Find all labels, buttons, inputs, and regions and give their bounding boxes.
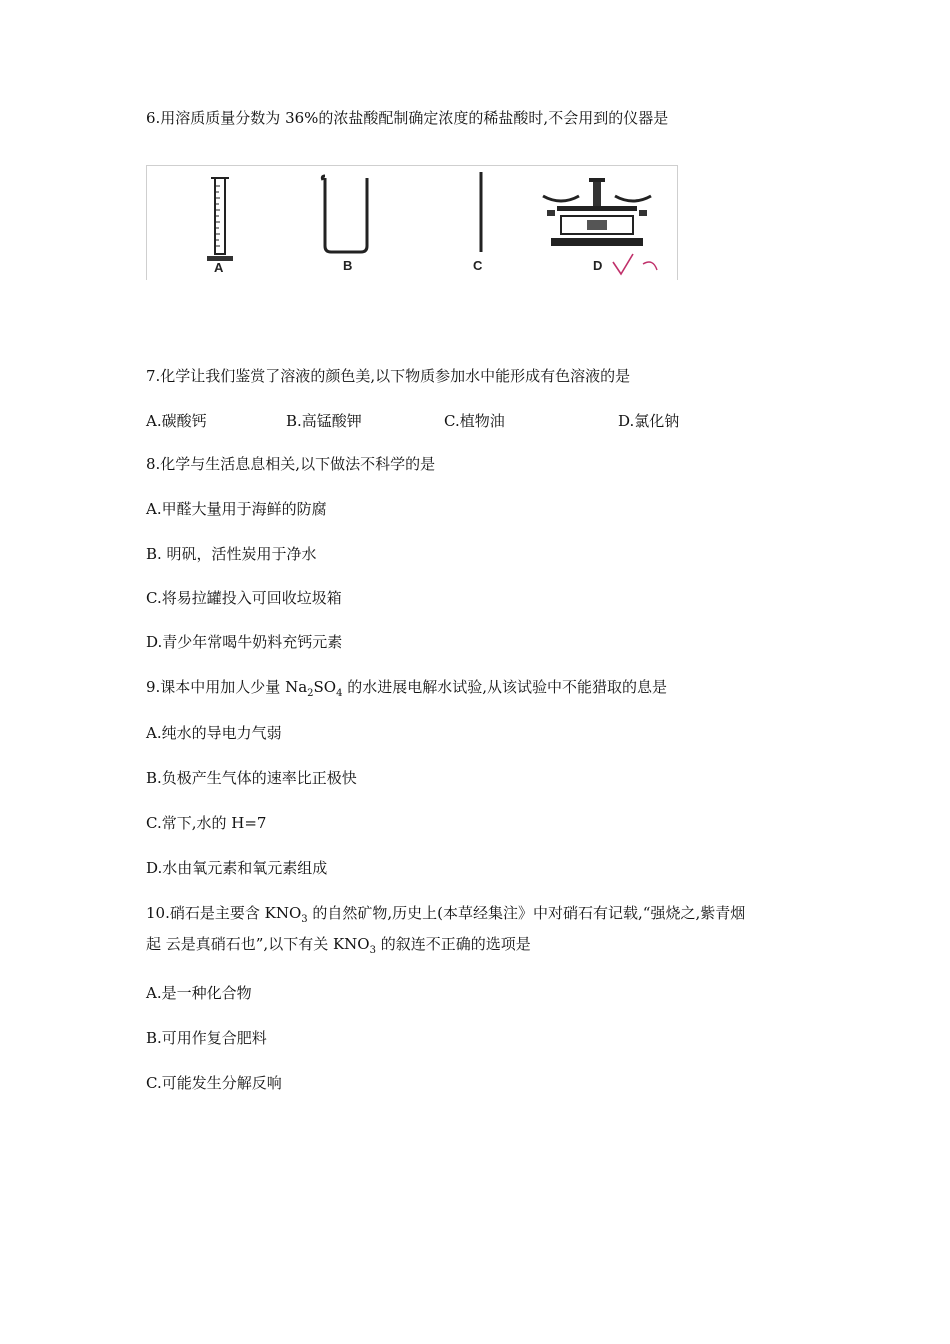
figure-label-a: A bbox=[214, 260, 224, 275]
q9-option-d[interactable]: D.水由氧元素和氧元素组成 bbox=[146, 859, 328, 877]
figure-label-b: B bbox=[343, 258, 353, 273]
q7-option-b[interactable]: B.高锰酸钾 bbox=[286, 412, 362, 430]
q10-option-c[interactable]: C.可能发生分解反响 bbox=[146, 1074, 282, 1092]
q7-option-d[interactable]: D.氯化钠 bbox=[618, 412, 680, 430]
q10-option-a[interactable]: A.是一种化合物 bbox=[146, 984, 252, 1002]
question-10-text-line1: 10.硝石是主要含 $KNO_3$ 的自然矿物,历史上(本草经集注》中对硝石有记载,“强烧之,紫青烟 bbox=[146, 904, 746, 925]
q10-option-b[interactable]: B.可用作复合肥料 bbox=[146, 1029, 267, 1047]
graduated-cylinder-icon bbox=[207, 178, 233, 261]
q9-option-c[interactable]: C.常下,水的 H=7 bbox=[146, 814, 267, 832]
q8-option-d[interactable]: D.青少年常喝牛奶料充钙元素 bbox=[146, 633, 343, 651]
q8-option-c[interactable]: C.将易拉罐投入可回收垃圾箱 bbox=[146, 589, 342, 607]
q7-option-c[interactable]: C.植物油 bbox=[444, 412, 505, 430]
question-6-text: 6.用溶质质量分数为 36%的浓盐酸配制确定浓度的稀盐酸时,不会用到的仪器是 bbox=[146, 109, 669, 127]
question-10-text-line2: 起 云是真硝石也”,以下有关 $KNO_3$ 的叙连不正确的选项是 bbox=[146, 935, 531, 956]
q7-option-a[interactable]: A.碳酸钙 bbox=[146, 412, 207, 430]
question-8-text: 8.化学与生活息息相关,以下做法不科学的是 bbox=[146, 455, 436, 473]
question-7-text: 7.化学让我们鉴赏了溶液的颜色美,以下物质参加水中能形成有色溶液的是 bbox=[146, 367, 631, 385]
q9-option-b[interactable]: B.负极产生气体的速率比正极快 bbox=[146, 769, 357, 787]
q8-option-b[interactable]: B. 明矾，活性炭用于净水 bbox=[146, 545, 317, 563]
balance-icon bbox=[543, 178, 651, 246]
handwritten-check-icon bbox=[613, 254, 657, 274]
question-9-text: 9.课本中用加人少量 $Na_2SO_4$ 的水进展电解水试验,从该试验中不能猎取的息是 bbox=[146, 678, 668, 699]
figure-label-c: C bbox=[473, 258, 483, 273]
apparatus-figure bbox=[146, 165, 678, 280]
q8-option-a[interactable]: A.甲醛大量用于海鲜的防腐 bbox=[146, 500, 327, 518]
q9-option-a[interactable]: A.纯水的导电力气弱 bbox=[146, 724, 282, 742]
figure-label-d: D bbox=[593, 258, 603, 273]
question-7-options bbox=[146, 410, 846, 432]
beaker-icon bbox=[322, 176, 367, 252]
